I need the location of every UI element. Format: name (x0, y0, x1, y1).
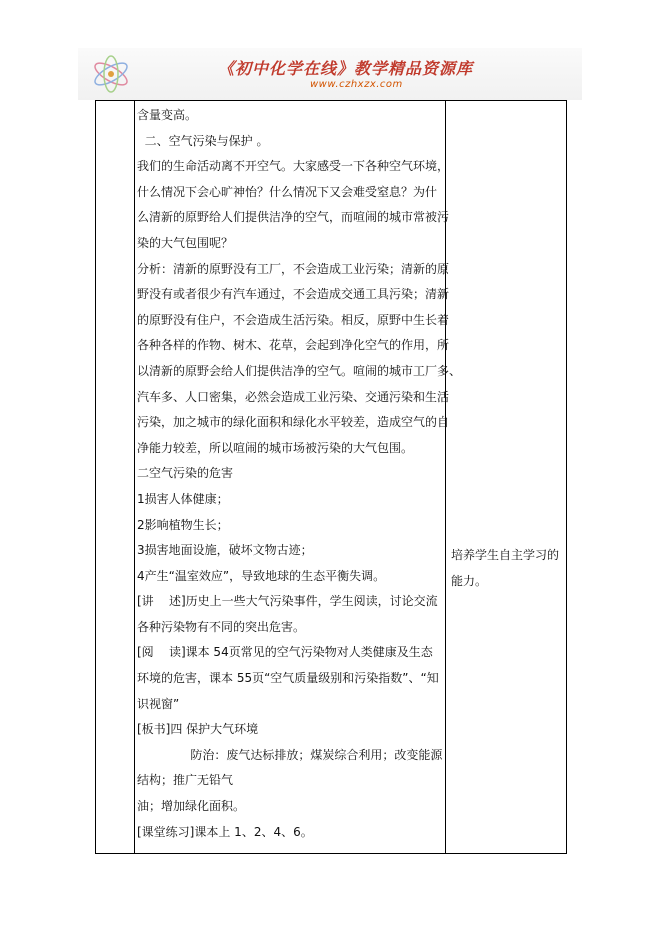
design-intent-cell (451, 543, 563, 594)
lesson-table (95, 100, 567, 854)
content-line: 分析：清新的原野没有工厂，不会造成工业污染；清新的原 (137, 261, 450, 276)
content-line: 1损害人体健康； (137, 491, 229, 506)
content-line: 么清新的原野给人们提供洁净的空气，而喧闹的城市常被污 (137, 210, 450, 225)
content-line: 2影响植物生长； (137, 517, 229, 532)
content-line: 二、空气污染与保护 。 (137, 133, 269, 148)
content-line: 含量变高。 (137, 108, 198, 122)
content-line: 各种各样的作物、树木、花草，会起到净化空气的作用，所 (137, 338, 450, 353)
content-line: [课堂练习]课本上 1、2、4、6。 (137, 824, 313, 839)
content-line: 的原野没有住户，不会造成生活污染。相反，原野中生长着 (137, 312, 450, 327)
content-line: 以清新的原野会给人们提供洁净的空气。喧闹的城市工厂多、 (137, 363, 462, 378)
content-line: 汽车多、人口密集，必然会造成工业污染、交通污染和生活 (137, 389, 450, 404)
content-line: 识视窗” (137, 696, 180, 711)
atom-logo-icon (88, 52, 134, 96)
content-line: [阅 读]课本 54页常见的空气污染物对人类健康及生态 (137, 645, 433, 660)
intent-line: 培养学生自主学习的 (451, 548, 560, 562)
content-line: [板书]四 保护大气环境 (137, 722, 259, 737)
content-line: 什么情况下会心旷神怡？什么情况下又会难受窒息？为什 (137, 184, 438, 199)
content-line: 3损害地面设施，破坏文物古迹； (137, 543, 313, 558)
content-line: 染的大气包围呢？ (137, 235, 234, 250)
content-line: 环境的危害，课本 55页“空气质量级别和污染指数”、“知 (137, 671, 439, 686)
content-line: 4产生“温室效应”，导致地球的生态平衡失调。 (137, 568, 386, 583)
content-line: 油；增加绿化面积。 (137, 799, 246, 814)
lesson-content-cell (137, 103, 462, 845)
content-line: 防治：废气达标排放；煤炭综合利用；改变能源 (137, 747, 443, 762)
content-line: 野没有或者很少有汽车通过，不会造成交通工具污染；清新 (137, 287, 450, 302)
intent-line: 能力。 (451, 573, 488, 588)
content-line: 污染，加之城市的绿化面积和绿化水平较差，造成空气的自 (137, 415, 450, 430)
header-banner (78, 48, 582, 100)
column-divider (134, 101, 135, 853)
content-line: [讲 述]历史上一些大气污染事件，学生阅读，讨论交流 (137, 594, 438, 609)
content-line: 二空气污染的危害 (137, 466, 234, 481)
banner-title: 《初中化学在线》教学精品资源库 (218, 59, 474, 78)
content-line: 净能力较差，所以喧闹的城市场被污染的大气包围。 (137, 440, 414, 455)
banner-url: www.czhxzx.com (310, 79, 403, 90)
content-line: 我们的生命活动离不开空气。大家感受一下各种空气环境， (137, 159, 450, 174)
content-line: 结构；推广无铅气 (137, 773, 234, 788)
content-line: 各种污染物有不同的突出危害。 (137, 619, 306, 634)
